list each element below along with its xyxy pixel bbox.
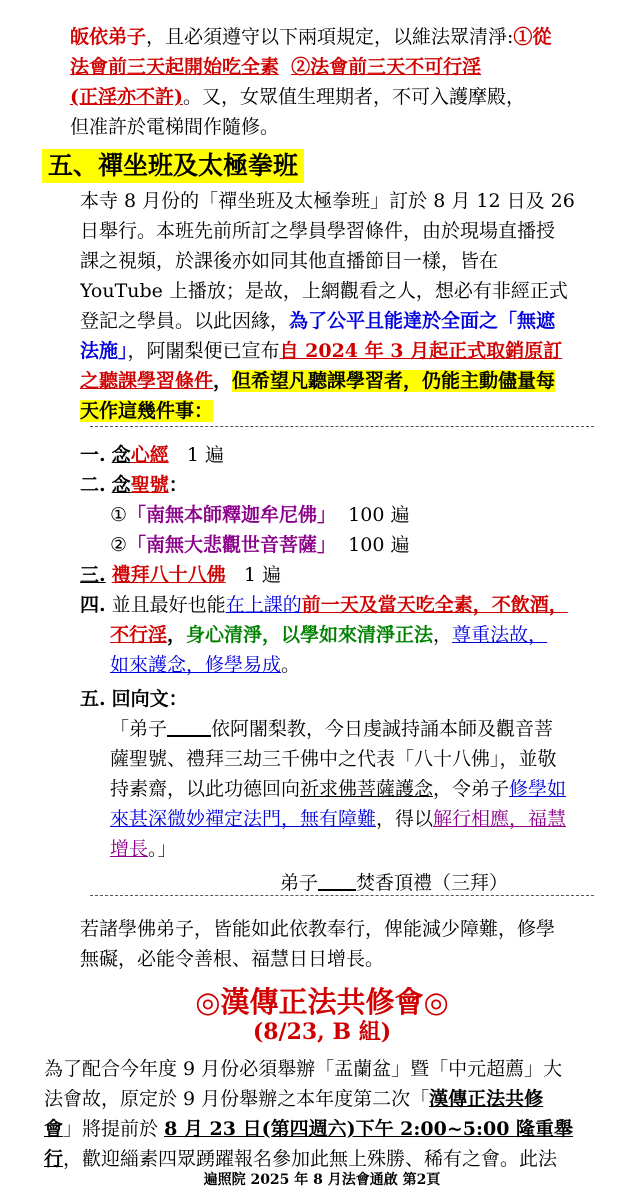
item-4-comma: ， xyxy=(167,624,187,646)
s5-text-5b: 為了公平且能達於全面之「無遮 xyxy=(289,310,556,332)
intro-line-2 xyxy=(70,52,604,82)
item-5-text: 回向文： xyxy=(111,688,188,710)
s5-text-8: 天作這幾件事： xyxy=(80,400,214,422)
item-4-comma-2: ， xyxy=(433,624,453,646)
s5-text-7c: 但希望凡聽課學習者，仍能主動儘量每 xyxy=(232,370,556,392)
s5-text-1: 本寺 8 月份的「禪坐班及太極拳班」訂於 8 月 12 日及 26 xyxy=(80,190,575,212)
dedication-text-3d: 修學如 xyxy=(509,778,567,800)
s5-text-6b: ，阿闍梨便已宣布 xyxy=(127,340,280,362)
closing-text-1: 若諸學佛弟子，皆能如此依教奉行，俾能減少障難，修學 xyxy=(80,918,556,940)
item-2-sub-2 xyxy=(80,530,604,560)
s5-line-4 xyxy=(80,276,604,306)
item-2-sub-1-marker: ① xyxy=(110,504,128,526)
s5-line-6 xyxy=(80,336,604,366)
item-4-number: 四. xyxy=(80,594,106,616)
s5-line-5 xyxy=(80,306,604,336)
dedication-signature xyxy=(110,868,604,898)
item-2-sub-1-name: 「南無本師釋迦牟尼佛」 xyxy=(127,504,337,526)
s5-line-1 xyxy=(80,186,604,216)
item-4-respect: 尊重法故， xyxy=(452,624,548,646)
s5-text-4: YouTube 上播放；是故，上網觀看之人，想必有非經正式 xyxy=(80,280,568,302)
item-2-sub-2-marker: ② xyxy=(110,534,128,556)
dedication-line-1 xyxy=(110,714,604,744)
item-2-sub-1 xyxy=(80,500,604,530)
intro-line-4 xyxy=(70,112,604,142)
dedication-text-1: 依阿闍梨教，今日虔誠持誦本師及觀音菩 xyxy=(211,718,554,740)
item-3-count: 1 遍 xyxy=(243,564,281,586)
item-2-sub-2-name: 「南無大悲觀世音菩薩」 xyxy=(127,534,337,556)
assembly-event-name: 漢傳正法共修 xyxy=(429,1088,544,1110)
dedication-text-2: 薩聖號、禮拜三劫三千佛中之代表「八十八佛」，並敬 xyxy=(110,748,557,770)
item-1-number: 一. xyxy=(80,444,106,466)
item-2-sub-1-count: 100 遍 xyxy=(348,504,410,526)
item-3-number: 三. xyxy=(80,564,106,586)
dedication-text-5a: 增長 xyxy=(110,838,149,860)
closing-line-1 xyxy=(80,914,604,944)
s5-line-7 xyxy=(80,366,604,396)
assembly-paragraph xyxy=(44,1054,604,1174)
s5-text-6a: 法施」 xyxy=(80,340,128,362)
dedication-text-4c: 解行相應，福慧 xyxy=(433,808,567,830)
assembly-title: ◎漢傳正法共修會◎ xyxy=(195,985,449,1019)
signature-disciple: 弟子 xyxy=(280,872,319,894)
dedication-line-4 xyxy=(110,804,604,834)
item-2-name: 聖號 xyxy=(130,474,169,496)
assembly-line-3 xyxy=(44,1114,604,1144)
assembly-text-2a: 法會故，原定於 9 月份舉辦之本年度第二次「 xyxy=(44,1088,430,1110)
dedication-line-2 xyxy=(110,744,604,774)
divider-bottom xyxy=(90,895,594,896)
intro-disciple-text: 皈依弟子 xyxy=(70,26,147,48)
s5-text-6c: 自 2024 年 3 月起正式取銷原訂 xyxy=(279,340,563,362)
dedication-text-5b: 。」 xyxy=(148,838,177,860)
dedication-line-3 xyxy=(110,774,604,804)
item-2 xyxy=(80,470,604,500)
item-4-line-3 xyxy=(80,650,604,680)
intro-paragraph xyxy=(70,22,604,142)
intro-rule-text: ，且必須遵守以下兩項規定，以維法眾清淨: xyxy=(146,26,514,48)
item-2-verb: 念 xyxy=(111,474,131,496)
dedication-disciple: 「弟子 xyxy=(110,718,168,740)
assembly-date-time-end: 行 xyxy=(44,1148,64,1170)
item-1-verb: 念 xyxy=(111,444,131,466)
item-5 xyxy=(80,684,604,714)
item-2-colon: ： xyxy=(168,474,188,496)
assembly-subtitle: (8/23, B 組) xyxy=(252,1019,392,1045)
item-4-line-1 xyxy=(80,590,604,620)
item-4-class-day: 在上課的 xyxy=(225,594,302,616)
section-5-body xyxy=(80,186,604,426)
assembly-event-name-end: 會 xyxy=(44,1118,64,1140)
item-3-text: 禮拜八十八佛 xyxy=(111,564,226,586)
assembly-text-1: 為了配合今年度 9 月份必須舉辦「盂蘭盆」暨「中元超薦」大 xyxy=(44,1058,563,1080)
item-4-line-2 xyxy=(80,620,604,650)
dedication-line-5 xyxy=(110,834,604,864)
page-footer: 遍照院 2025 年 8 月法會通啟 第2頁 xyxy=(203,1172,441,1188)
item-2-number: 二. xyxy=(80,474,106,496)
dedication-text-4a: 來甚深微妙禪定法門，無有障難 xyxy=(110,808,377,830)
intro-line-3 xyxy=(70,82,604,112)
assembly-text-4b: ，歡迎緇素四眾踴躍報名參加此無上殊勝、稀有之會。此法 xyxy=(63,1148,558,1170)
practice-list xyxy=(80,440,604,714)
section-5-heading: 五、禪坐班及太極拳班 xyxy=(42,149,304,183)
item-5-number: 五. xyxy=(80,688,106,710)
s5-line-3 xyxy=(80,246,604,276)
assembly-date-time: 8 月 23 日(第四週六)下午 2:00~5:00 隆重舉 xyxy=(164,1118,574,1140)
dedication-text-3c: ，令弟子 xyxy=(433,778,510,800)
item-1-sutra: 心經 xyxy=(130,444,169,466)
item-4-purity: 身心清淨，以學如來清淨正法 xyxy=(186,624,434,646)
item-4-protection: 如來護念，修學易成 xyxy=(110,654,282,676)
assembly-line-1 xyxy=(44,1054,604,1084)
name-blank-1 xyxy=(167,717,211,737)
s5-line-2 xyxy=(80,216,604,246)
dedication-text-4b: ，得以 xyxy=(376,808,434,830)
item-2-sub-2-count: 100 遍 xyxy=(348,534,410,556)
s5-text-7b: ， xyxy=(213,370,233,392)
item-1 xyxy=(80,440,604,470)
s5-line-8 xyxy=(80,396,604,426)
item-4-period: 。 xyxy=(281,654,301,676)
item-4-intro: 並且最好也能 xyxy=(111,594,226,616)
intro-elevator-text: 但准許於電梯間作隨修。 xyxy=(70,116,280,138)
assembly-text-3b: 」將提前於 xyxy=(63,1118,159,1140)
intro-rule-2-note: (正淫亦不許) xyxy=(70,86,183,108)
item-4-vegetarian: 前一天及當天吃全素，不飲酒， xyxy=(301,594,568,616)
s5-text-7a: 之聽課學習條件 xyxy=(80,370,214,392)
intro-rule-2: ②法會前三天不可行淫 xyxy=(291,56,482,78)
closing-paragraph xyxy=(80,914,604,974)
s5-text-5a: 登記之學員。以此因緣， xyxy=(80,310,290,332)
assembly-line-2 xyxy=(44,1084,604,1114)
divider-top xyxy=(90,426,594,427)
item-4-no-lust: 不行淫 xyxy=(110,624,168,646)
s5-text-3: 課之視頻，於課後亦如同其他直播節目一樣，皆在 xyxy=(80,250,499,272)
closing-text-2: 無礙，必能令善根、福慧日日增長。 xyxy=(80,948,385,970)
item-3 xyxy=(80,560,604,590)
dedication-text-3b: 祈求佛菩薩護念 xyxy=(300,778,434,800)
intro-menstruation-text: 。又，女眾值生理期者，不可入護摩殿， xyxy=(182,86,525,108)
item-1-count: 1 遍 xyxy=(186,444,224,466)
s5-text-2: 日舉行。本班先前所訂之學員學習條件，由於現場直播授 xyxy=(80,220,556,242)
closing-line-2 xyxy=(80,944,604,974)
signature-text: 焚香頂禮（三拜） xyxy=(356,872,509,894)
intro-line-1 xyxy=(70,22,604,52)
dedication-text-3a: 持素齋，以此功德回向 xyxy=(110,778,301,800)
name-blank-2 xyxy=(318,871,356,891)
intro-rule-marker: ①從 xyxy=(513,26,552,48)
intro-rule-1: 法會前三天起開始吃全素 xyxy=(70,56,280,78)
dedication-text xyxy=(110,714,604,898)
